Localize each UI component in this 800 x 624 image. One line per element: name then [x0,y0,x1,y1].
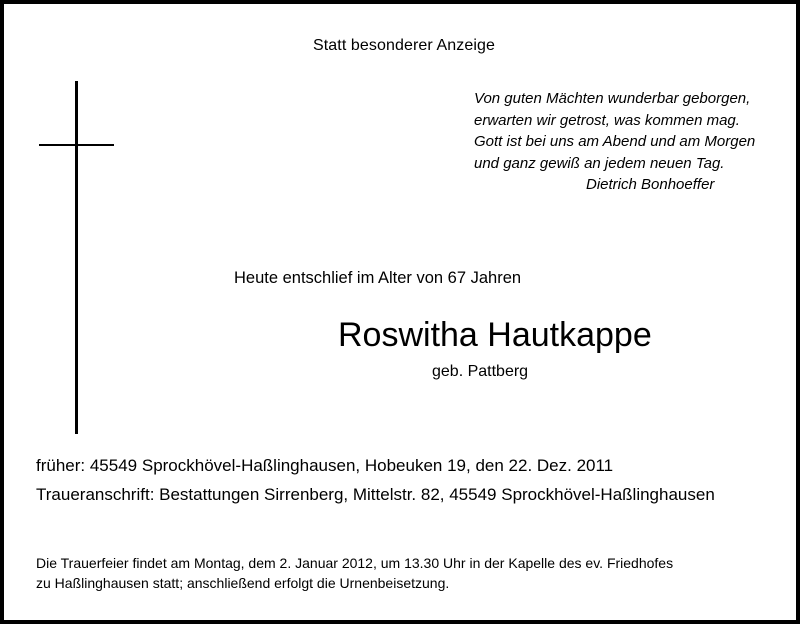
notice-header: Statt besonderer Anzeige [312,37,496,54]
former-address: früher: 45549 Sprockhövel-Haßlinghausen, Hobeuken 19, den 22. Dez. 2011 [36,456,614,475]
quote-line: erwarten wir getrost, was kommen mag. [474,111,740,129]
ceremony-line: zu Haßlinghausen statt; anschließend erfolgt die Urnenbeisetzung. [36,575,450,591]
mourning-address: Traueranschrift: Bestattungen Sirrenberg, Mittelstr. 82, 45549 Sprockhövel-Haßlinghausen [36,485,715,504]
quote-line: Gott ist bei uns am Abend und am Morgen [474,133,756,150]
quote-line: und ganz gewiß an jedem neuen Tag. [474,154,725,172]
ceremony-info [36,553,673,593]
quote-line: Von guten Mächten wunderbar geborgen, [474,90,751,107]
cross-horizontal-bar [39,144,114,146]
deceased-name: Roswitha Hautkappe [338,316,652,354]
ceremony-line: Die Trauerfeier findet am Montag, dem 2. Januar 2012, um 13.30 Uhr in der Kapelle des ev. Friedhofes [36,555,674,571]
cross-vertical-bar [75,81,78,434]
quote-author: Dietrich Bonhoeffer [586,176,715,193]
maiden-name: geb. Pattberg [432,363,529,380]
death-announcement: Heute entschlief im Alter von 67 Jahren [234,269,522,287]
bonhoeffer-quote [474,88,774,196]
address-block [36,451,715,509]
